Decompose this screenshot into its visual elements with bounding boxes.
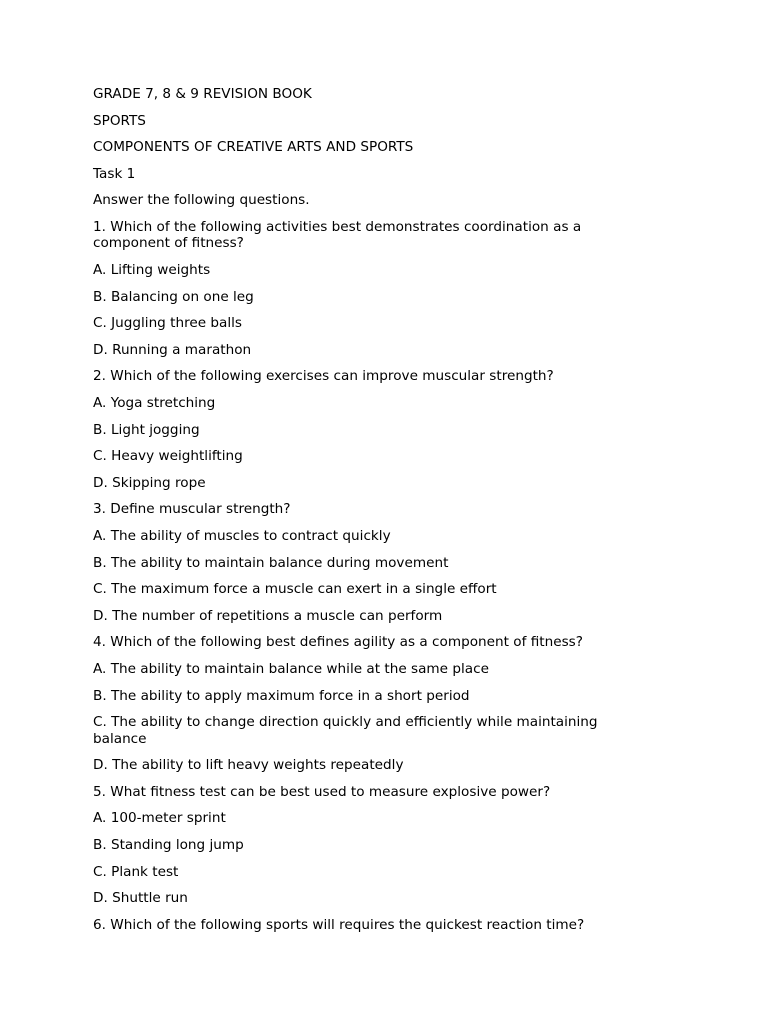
q1-option-d: D. Running a marathon — [93, 341, 252, 358]
q5-option-d: D. Shuttle run — [93, 890, 188, 907]
q5-option-c: C. Plank test — [93, 863, 179, 880]
question-4: 4. Which of the following best defines agility as a component of fitness? — [93, 634, 583, 651]
question-2: 2. Which of the following exercises can improve muscular strength? — [93, 368, 554, 385]
q3-option-c: C. The maximum force a muscle can exert in a single effort — [93, 581, 497, 598]
question-6: 6. Which of the following sports will requires the quickest reaction time? — [93, 916, 585, 933]
document-body — [93, 86, 653, 943]
question-5: 5. What fitness test can be best used to measure explosive power? — [93, 783, 551, 800]
q2-option-c: C. Heavy weightlifting — [93, 448, 243, 465]
q4-option-a: A. The ability to maintain balance while at the same place — [93, 660, 489, 677]
q1-option-b: B. Balancing on one leg — [93, 288, 254, 305]
instructions: Answer the following questions. — [93, 192, 310, 209]
q4-option-d: D. The ability to lift heavy weights repeatedly — [93, 757, 404, 774]
question-1: 1. Which of the following activities best demonstrates coordination as a component of fitness? — [93, 218, 582, 252]
q5-option-b: B. Standing long jump — [93, 837, 244, 854]
q3-option-b: B. The ability to maintain balance during movement — [93, 554, 449, 571]
q1-option-a: A. Lifting weights — [93, 262, 211, 279]
question-3: 3. Define muscular strength? — [93, 501, 291, 518]
q5-option-a: A. 100-meter sprint — [93, 810, 226, 827]
q1-option-c: C. Juggling three balls — [93, 315, 243, 332]
book-title: GRADE 7, 8 & 9 REVISION BOOK — [93, 86, 312, 102]
task-heading: Task 1 — [93, 165, 136, 182]
q2-option-d: D. Skipping rope — [93, 474, 206, 491]
q3-option-a: A. The ability of muscles to contract quickly — [93, 528, 391, 544]
subject-heading: SPORTS — [93, 112, 146, 129]
q4-option-c: C. The ability to change direction quickly and efficiently while maintaining balance — [93, 714, 598, 747]
q4-option-b: B. The ability to apply maximum force in a short period — [93, 687, 470, 704]
q2-option-a: A. Yoga stretching — [93, 395, 216, 412]
q2-option-b: B. Light jogging — [93, 421, 200, 438]
q3-option-d: D. The number of repetitions a muscle can perform — [93, 607, 443, 624]
section-heading: COMPONENTS OF CREATIVE ARTS AND SPORTS — [93, 139, 414, 156]
